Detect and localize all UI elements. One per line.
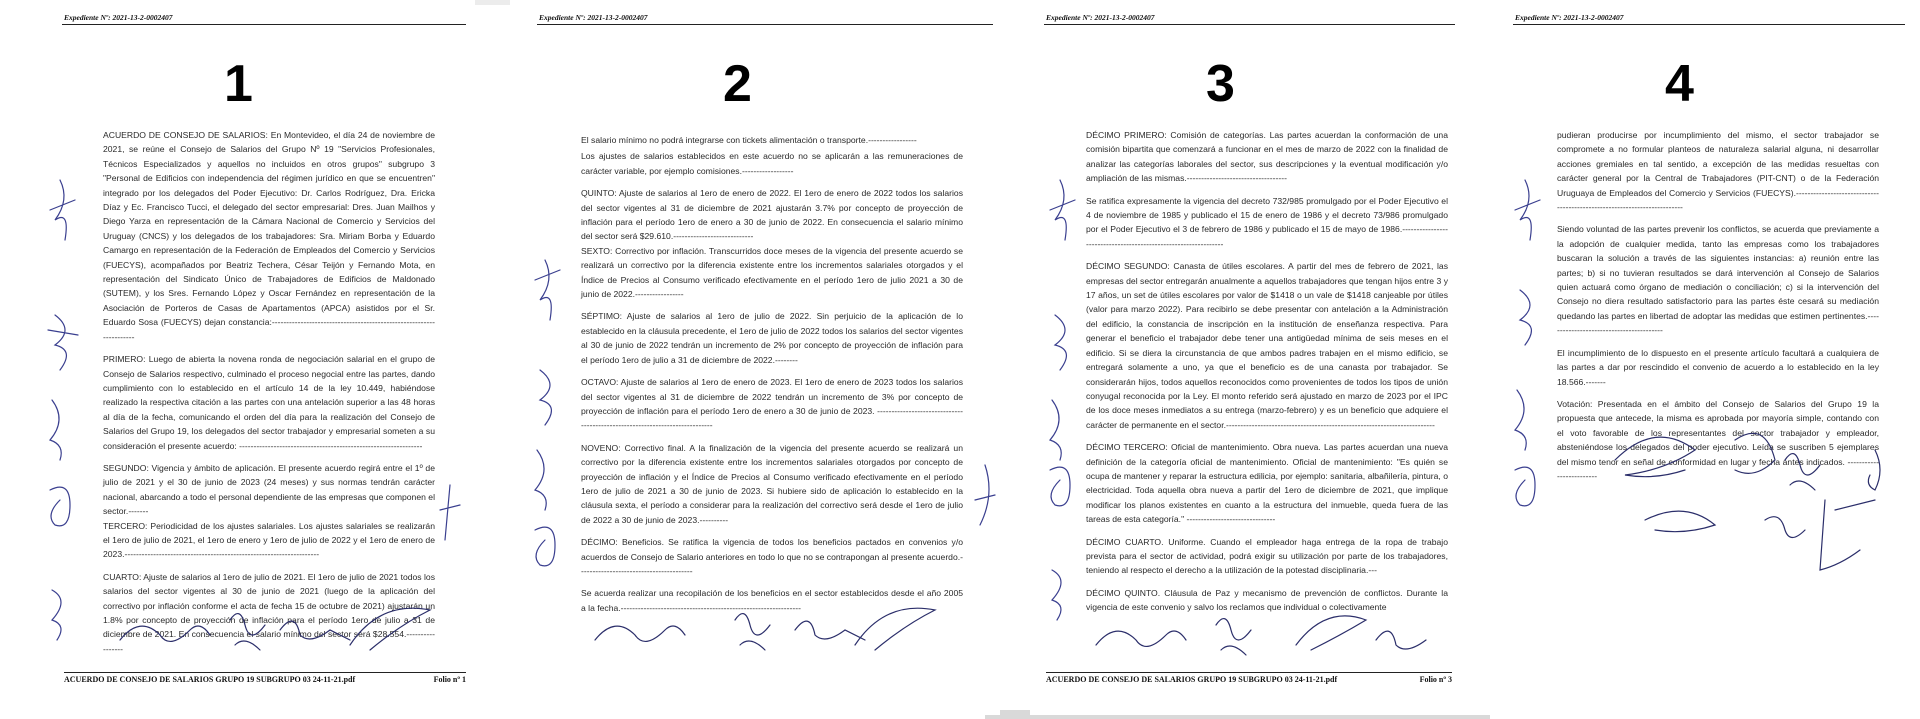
page-body — [1086, 128, 1448, 623]
paragraph: DÉCIMO CUARTO. Uniforme. Cuando el empleador haga entrega de la ropa de trabajo prevista para el sector de actividad, podrá exigir su utilización por parte de los trabajadores, teniendo al respecto el derecho a la utilización de la potestad disciplinaria.--- — [1086, 536, 1448, 576]
header-rule — [1044, 24, 1462, 25]
page-4 — [1455, 0, 1920, 715]
paragraph: PRIMERO: Luego de abierta la novena ronda de negociación salarial en el grupo de Consejo de Salarios respectivo, culminado el proceso negocial entre las partes, dando cumplimiento con lo establecido en el artículo 14 de la ley 10.449, habiéndose realizado la respectiva citación a las partes con una antelación superior a las 48 horas al día de la fecha, comunicando el orden del día para la realización del Consejo de Salarios del Grupo 19, los delegados del sector trabajador y empresarial someten a su consideración el presente acuerdo: ---------------------------------------------------------------- — [103, 354, 435, 451]
bottom-signatures — [1086, 610, 1446, 665]
bottom-signatures — [110, 600, 450, 665]
expediente-header: Expediente Nº: 2021-13-2-0002407 — [1515, 13, 1624, 22]
paragraph: Se acuerda realizar una recopilación de los beneficios en el sector establecidos desde el año 2005 a la fecha.--------------------------------------------------------------- — [581, 588, 963, 613]
page-number: 3 — [1206, 55, 1235, 113]
footer-filename: ACUERDO DE CONSEJO DE SALARIOS GRUPO 19 SUBGRUPO 03 24-11-21.pdf — [1046, 675, 1338, 684]
paragraph: QUINTO: Ajuste de salarios al 1ero de enero de 2022. El 1ero de enero de 2022 todos los salarios del sector vigentes al 31 de diciembre de 2021 ajustarán 3.7% por concepto de proyección de inflación para el período 1ero de enero a 30 de junio de 2022. En consecuencia el salario mínimo del sector será $29.610.---------------------------- — [581, 188, 963, 242]
paragraph: El incumplimiento de lo dispuesto en el presente artículo facultará a cualquiera de las partes a dar por rescindido el convenio de acuerdo a lo establecido en la ley 18.566.------- — [1557, 347, 1879, 387]
folio-number: Folio nº 1 — [433, 675, 466, 684]
expediente-header: Expediente Nº: 2021-13-2-0002407 — [64, 13, 173, 22]
paragraph: pudieran producirse por incumplimiento del mismo, el sector trabajador se compromete a no formular planteos de naturaleza salarial alguna, ni desarrollar acciones gremiales en tal sentido, a excepción de las medidas resueltas con carácter general por la Central de Trabajadores (PIT-CNT) o de la Federación Uruguaya de Empleados del Comercio y Servicios (FUECYS).------------------------------------------------------------------------- — [1557, 130, 1879, 213]
expediente-header: Expediente Nº: 2021-13-2-0002407 — [1046, 13, 1155, 22]
expediente-header: Expediente Nº: 2021-13-2-0002407 — [539, 13, 648, 22]
paragraph: Se ratifica expresamente la vigencia del decreto 732/985 promulgado por el Poder Ejecutivo el 4 de noviembre de 1985 y publicado el 15 de enero de 1986 y el decreto 73/986 promulgado por el Poder Ejecutivo el 3 de febrero de 1986 y publicado el 15 de mayo de 1986.---------------------------------------------------------------- — [1086, 195, 1448, 249]
header-rule — [1513, 24, 1905, 25]
paragraph: DÉCIMO QUINTO. Cláusula de Paz y mecanismo de prevención de conflictos. Durante la vigencia de este convenio y salvo los reclamos que individual o colectivamente — [1086, 587, 1448, 613]
margin-signatures — [1040, 170, 1085, 650]
right-margin-signature — [435, 480, 465, 550]
page-footer — [1046, 672, 1452, 687]
page-number: 1 — [224, 55, 253, 113]
folio-number: Folio nº 3 — [1419, 675, 1452, 684]
margin-signatures — [40, 170, 90, 650]
header-rule — [537, 24, 993, 25]
page-2 — [525, 0, 1000, 715]
paragraph: SÉPTIMO: Ajuste de salarios al 1ero de julio de 2022. Sin perjuicio de la aplicación de lo establecido en la cláusula precedente, el 1ero de julio de 2022 todos los salarios del sector vigentes al 30 de junio de 2022 tendrán un incremento de 2% por concepto de proyección de inflación para el período 1ero de julio a 31 de diciembre de 2022.-------- — [581, 311, 963, 365]
page-1 — [0, 0, 475, 715]
page-number: 4 — [1665, 55, 1694, 113]
bottom-signatures — [1585, 420, 1905, 590]
margin-signatures — [525, 170, 575, 650]
paragraph: ACUERDO DE CONSEJO DE SALARIOS: En Montevideo, el día 24 de noviembre de 2021, se reúne el Consejo de Salarios del Grupo Nº 19 "Servicios Profesionales, Técnicos Especializados y aquellos no incluidos en otros grupos" subgrupo 3 "Personal de Edificios con independencia del régimen jurídico en que se encuentren" integrado por los delegados del Poder Ejecutivo: Dr. Carlos Rodríguez, Dra. Ericka Díaz y Ec. Francisco Tucci, el delegado del sector empresarial: Dres. Juan Mailhos y Diego Yarza en representación de la Cámara Nacional de Comercio y Servicios del Uruguay (CNCS) y los delegados de los trabajadores: Sra. Miriam Borba y Eduardo Camargo en representación de la Federación de Empleados del Comercio y Servicios (FUECYS), acompañados por Beatriz Techera, César Teijón y Fernando Mota, en representación del Sindicato Único de Trabajadores de Edificios de Maldonado (SUTEM), y los Sres. Fernando López y Oscar Fernández en representación de la Asociación de Porteros de Casas de Apartamentos (APCA) asistidos por el Sr. Eduardo Sosa (FUECYS) dejan constancia:-------------------------------------------------------------------- — [103, 130, 435, 342]
paragraph: Votación: Presentada en el ámbito del Consejo de Salarios del Grupo 19 la propuesta que antecede, la misma es aprobada por mayoría simple, contando con el voto favorable de los representantes del sector trabajador y empleador, absteniéndose los delegados del poder ejecutivo. Leída se suscriben 5 ejemplares del mismo tenor en señal de conformidad en lugar y fecha antes indicados. ------------------------- — [1557, 398, 1879, 481]
margin-signatures — [1505, 170, 1550, 570]
paragraph: DÉCIMO SEGUNDO: Canasta de útiles escolares. A partir del mes de febrero de 2021, las empresas del sector entregarán anualmente a aquellos trabajadores que tengan hijos entre 3 y 17 años, un set de útiles escolares por valor de $1418 o un vale de $1418 canjeable por útiles (valor para marzo 2022). Para recibirlo se debe presentar con antelación a la Administración del edificio, la constancia de inscripción en la institución de enseñanza respectiva. Para generar el beneficio el trabajador debe tener una antigüedad mínima de seis meses en el edificio. Si se diera la circunstancia de que ambos padres trabajen en el mismo edificio, se entregará solamente a uno, ya que el beneficio es de una canasta por trabajador. Se considerarán hijos, todos aquellos reconocidos como provenientes de todos los tipos de unión conyugal reconocida por la Ley. El monto referido será ajustado en marzo de 2023 por el IPC de los doce meses inmediatos a su entrega (marzo-febrero) y es un beneficio que adquiere el carácter de permanente en el sector.------------------------------------------------------------------------- — [1086, 261, 1448, 430]
page-footer — [64, 672, 466, 687]
bottom-signatures — [585, 600, 945, 665]
paragraph: NOVENO: Correctivo final. A la finalización de la vigencia del presente acuerdo se realizará un correctivo por la diferencia existente entre los incrementos salariales otorgados por concepto de proyección de inflación y el Índice de Precios al Consumo verificado efectivamente en el período 1ero de julio de 2021 a 30 de junio de 2023. Si hubiere sido de aplicación lo establecido en la cláusula sexta, el período a considerar para la realización del correctivo será desde el 1ero de julio de 2022 a 30 de junio de 2023.---------- — [581, 442, 963, 525]
header-rule — [62, 24, 466, 25]
paragraph: OCTAVO: Ajuste de salarios al 1ero de enero de 2023. El 1ero de enero de 2023 todos los salarios del sector vigentes al 31 de diciembre de 2022 tendrán un incremento de 3% por concepto de proyección de inflación para el período 1ero de enero a 30 de junio de 2023. ---------------------------------------------------------------------------- — [581, 377, 963, 431]
page-3 — [1030, 0, 1505, 715]
paragraph: DÉCIMO: Beneficios. Se ratifica la vigencia de todos los beneficios pactados en convenios y/o acuerdos de Consejo de Salario anteriores en todo lo que no se contrapongan al presente acuerdo.---------------------------------------- — [581, 537, 963, 576]
paragraph: SEGUNDO: Vigencia y ámbito de aplicación. El presente acuerdo regirá entre el 1º de julio de 2021 y el 30 de junio de 2023 (24 meses) y sus normas tendrán carácter nacional, abarcando a todo el personal dependiente de las empresas que componen el sector.------- — [103, 462, 435, 517]
paragraph: TERCERO: Periodicidad de los ajustes salariales. Los ajustes salariales se realizarán el 1ero de julio de 2021, el 1ero de enero y 1ero de julio de 2022 y el 1ero de enero de 2023.-------------------------------------------------------------------- — [103, 520, 435, 560]
page-number: 2 — [723, 55, 752, 113]
paragraph: Los ajustes de salarios establecidos en este acuerdo no se aplicarán a las remuneraciones de carácter variable, por ejemplo comisiones.------------------ — [581, 151, 963, 176]
paragraph: SEXTO: Correctivo por inflación. Transcurridos doce meses de la vigencia del presente acuerdo se realizará un correctivo por la diferencia existente entre los incrementos salariales otorgados y el Índice de Precios al Consumo verificado efectivamente en el período 1ero de julio 2021 a 30 de junio de 2022.----------------- — [581, 245, 963, 300]
page-body — [581, 133, 963, 623]
page-body — [103, 128, 435, 664]
paragraph: Siendo voluntad de las partes prevenir los conflictos, se acuerda que previamente a la adopción de cualquier medida, tanto las empresas como los trabajadores buscaran la solución a través de las siguientes instancias: a) reunión entre las partes; b) si no tuvieran resultados se dará intervención al Consejo de Salarios quien actuará como órgano de mediación o conciliación; c) si la intervención del Consejo no diera resultado satisfactorio para las partes éste cesará su mediación quedando las partes en libertad de adoptar las medidas que estimen pertinentes.----------------------------------------- — [1557, 224, 1879, 336]
right-margin-signature — [970, 460, 1000, 550]
footer-filename: ACUERDO DE CONSEJO DE SALARIOS GRUPO 19 SUBGRUPO 03 24-11-21.pdf — [64, 675, 356, 684]
paragraph: DÉCIMO PRIMERO: Comisión de categorías. Las partes acuerdan la conformación de una comisión bipartita que comenzará a funcionar en el mes de marzo de 2022 con la finalidad de analizar las categorías laborales del sector, sus descripciones y la eventual modificación y/o ampliación de las mismas.----------------------------------- — [1086, 130, 1448, 184]
paragraph: CUARTO: Ajuste de salarios al 1ero de julio de 2021. El 1ero de julio de 2021 todos los salarios del sector vigentes al 30 de junio de 2021 (luego de la aplicación del correctivo por inflación conforme el acta de fecha 15 de octubre de 2021) ajustarán un 1.8% por concepto de proyección de inflación para el período 1ero de julio a 31 de diciembre de 2021. En consecuencia el salario mínimo del sector será $28.554.----------------- — [103, 571, 435, 654]
paragraph: DÉCIMO TERCERO: Oficial de mantenimiento. Obra nueva. Las partes acuerdan una nueva definición de la categoría oficial de mantenimiento. Oficial de mantenimiento: "Es quién se ocupa de mantener y reparar la estructura edilicia, por ejemplo: sanitaria, albañilería, pintura, o electricidad. Toda aquella obra nueva a partir del 1ero de diciembre de 2021, que implique modificar los planos existentes en cuanto a la estructura del inmueble, queda fuera de las tareas de esta categoría." ------------------------------- — [1086, 442, 1448, 525]
paragraph: El salario mínimo no podrá integrarse con tickets alimentación o transporte.----------------- — [581, 135, 917, 145]
